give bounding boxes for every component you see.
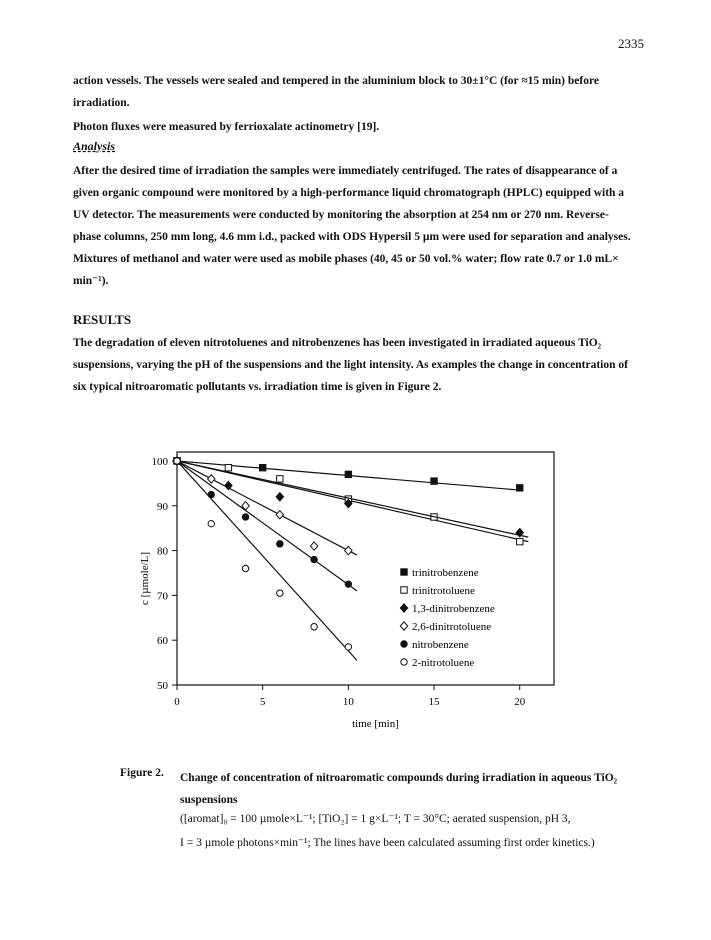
- data-point-series-3: [276, 493, 283, 501]
- legend-marker-3: [400, 604, 407, 612]
- figure-2-chart: [130, 440, 570, 760]
- fit-line-4: [177, 461, 357, 555]
- x-tick-label: 10: [342, 696, 354, 708]
- paragraph-3: After the desired time of irradiation the samples were immediately centrifuged. The rates of disappearance of a given organic compound were monitored by a high-performance liquid chromatograph (HPLC) equipped with a UV detector. The measurements were conducted by monitoring the absorption at 254 nm or 270 nm. Reverse-phase columns, 250 mm long, 4.6 mm i.d., packed with ODS Hypersil 5 µm were used for separation and analyses. Mixtures of methanol and water were used as mobile phases (40, 45 or 50 vol.% water; flow rate 0.7 or 1.0 mL× min⁻¹).: [73, 165, 631, 287]
- data-point-series-6: [242, 565, 248, 571]
- figure-label: Figure 2.: [120, 767, 164, 779]
- paragraph-1: action vessels. The vessels were sealed and tempered in the aluminium block to 30±1°C (for ≈15 min) before irradiation.: [73, 75, 599, 109]
- legend-label-2: trinitrotoluene: [412, 585, 475, 597]
- data-point-series-1: [431, 478, 437, 484]
- data-point-series-5: [311, 556, 317, 562]
- legend-marker-1: [401, 569, 407, 575]
- fit-line-6: [177, 461, 357, 660]
- x-tick-label: 5: [259, 696, 266, 708]
- x-tick-label: 15: [428, 696, 440, 708]
- y-tick-label: 80: [157, 545, 168, 558]
- y-tick-label: 60: [157, 635, 168, 648]
- legend-marker-6: [401, 659, 407, 665]
- data-point-series-4: [310, 542, 317, 550]
- data-point-series-6: [345, 644, 351, 650]
- legend-label-5: nitrobenzene: [412, 639, 469, 651]
- results-heading: RESULTS: [73, 312, 132, 327]
- data-point-series-6: [208, 520, 214, 526]
- y-tick-label: 50: [157, 680, 168, 692]
- y-tick-label: 90: [157, 500, 168, 513]
- data-point-series-1: [517, 485, 523, 491]
- legend-marker-4: [400, 622, 407, 630]
- data-point-series-4: [276, 511, 283, 519]
- legend-marker-5: [401, 641, 407, 647]
- y-tick-label: 70: [157, 590, 168, 603]
- plot-frame: [177, 452, 554, 685]
- data-point-series-2: [225, 464, 231, 470]
- figure-title: Change of concentration of nitroaromatic compounds during irradiation in aqueous TiO₂ suspensions: [180, 772, 618, 806]
- legend-label-4: 2,6-dinitrotoluene: [412, 621, 492, 633]
- data-point-series-4: [345, 546, 352, 554]
- paragraph-2: Photon fluxes were measured by ferrioxalate actinometry [19].: [73, 121, 380, 133]
- data-point-series-4: [208, 475, 215, 483]
- data-point-series-1: [345, 471, 351, 477]
- x-tick-label: 20: [514, 696, 526, 708]
- figure-conditions-line-2: I = 3 µmole photons×min⁻¹; The lines have been calculated assuming first order kinetics.): [180, 837, 595, 849]
- x-tick-label: 0: [174, 696, 180, 708]
- legend-label-3: 1,3-dinitrobenzene: [412, 603, 495, 615]
- data-point-series-2: [277, 476, 283, 482]
- legend-label-6: 2-nitrotoluene: [412, 657, 475, 669]
- y-axis-label: c [µmole/L]: [139, 551, 151, 606]
- page-number: 2335: [618, 36, 644, 51]
- x-axis-label: time [min]: [352, 718, 399, 730]
- fit-line-2: [177, 461, 528, 542]
- data-point-series-5: [345, 581, 351, 587]
- data-point-series-6: [311, 624, 317, 630]
- legend-marker-2: [401, 587, 407, 593]
- y-tick-label: 100: [151, 455, 168, 468]
- data-point-series-6: [174, 458, 180, 464]
- chart-svg: [130, 440, 570, 760]
- legend-label-1: trinitrobenzene: [412, 567, 479, 579]
- data-point-series-1: [259, 464, 265, 470]
- data-point-series-5: [277, 541, 283, 547]
- analysis-heading: Analysis: [73, 139, 116, 153]
- paragraph-4: The degradation of eleven nitrotoluenes and nitrobenzenes has been investigated in irradiated aqueous TiO₂ suspensions, varying the pH of the suspensions and the light intensity. As examples the change in concentration of six typical nitroaromatic pollutants vs. irradiation time is given in Figure 2.: [73, 337, 628, 393]
- figure-conditions-line-1: ([aromat]₀ = 100 µmole×L⁻¹; [TiO₂] = 1 g×L⁻¹; T = 30°C; aerated suspension, pH 3,: [180, 813, 571, 825]
- data-point-series-5: [242, 514, 248, 520]
- data-point-series-6: [277, 590, 283, 596]
- data-point-series-2: [517, 538, 523, 544]
